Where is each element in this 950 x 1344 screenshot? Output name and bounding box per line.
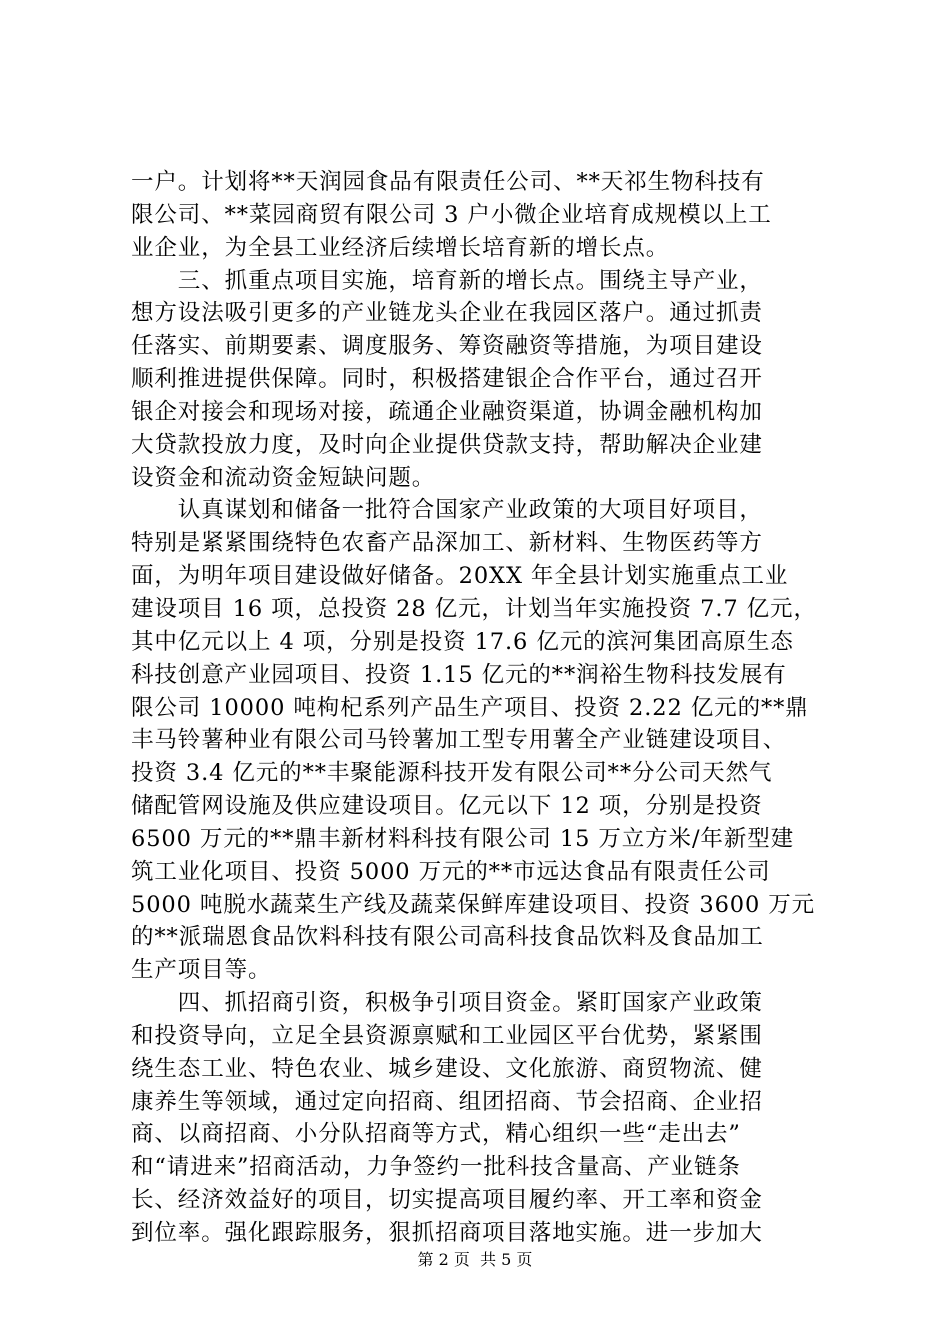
text-line: 面，为明年项目建设做好储备。20XX 年全县计划实施重点工业 (131, 563, 789, 590)
text-line: 银企对接会和现场对接，疏通企业融资渠道，协调金融机构加 (131, 398, 763, 425)
text-line: 长、经济效益好的项目，切实提高项目履约率、开工率和资金 (131, 1187, 763, 1214)
text-line: 生产项目等。 (131, 957, 272, 984)
text-line: 筑工业化项目、投资 5000 万元的**市远达食品有限责任公司 (131, 858, 771, 885)
text-line: 和“请进来”招商活动，力争签约一批科技含量高、产业链条 (131, 1154, 741, 1181)
text-line: 设资金和流动资金短缺问题。 (131, 464, 436, 491)
text-line: 和投资导向，立足全县资源禀赋和工业园区平台优势，紧紧围 (131, 1022, 763, 1049)
text-line: 5000 吨脱水蔬菜生产线及蔬菜保鲜库建设项目、投资 3600 万元 (131, 891, 816, 918)
page-footer: 第 2 页 共 5 页 (417, 1250, 533, 1269)
text-line: 特别是紧紧围绕特色农畜产品深加工、新材料、生物医药等方 (131, 530, 763, 557)
body-text (131, 166, 831, 1250)
text-line: 储配管网设施及供应建设项目。亿元以下 12 项，分别是投资 (131, 793, 763, 820)
text-line: 认真谋划和储备一批符合国家产业政策的大项目好项目， (131, 497, 763, 524)
text-line: 6500 万元的**鼎丰新材料科技有限公司 15 万立方米/年新型建 (131, 825, 795, 852)
text-line: 科技创意产业园项目、投资 1.15 亿元的**润裕生物科技发展有 (131, 661, 787, 688)
text-line: 三、抓重点项目实施，培育新的增长点。围绕主导产业， (131, 267, 763, 294)
text-line: 康养生等领域，通过定向招商、组团招商、节会招商、企业招 (131, 1088, 763, 1115)
text-line: 一户。计划将**天润园食品有限责任公司、**天祁生物科技有 (131, 169, 765, 195)
text-line: 投资 3.4 亿元的**丰聚能源科技开发有限公司**分公司天然气 (131, 760, 773, 787)
text-line: 商、以商招商、小分队招商等方式，精心组织一些“走出去” (131, 1121, 741, 1148)
text-line: 限公司 10000 吨枸杞系列产品生产项目、投资 2.22 亿元的**鼎 (131, 694, 809, 721)
text-line: 限公司、**菜园商贸有限公司 3 户小微企业培育成规模以上工 (131, 201, 772, 228)
text-line: 其中亿元以上 4 项，分别是投资 17.6 亿元的滨河集团高原生态 (131, 628, 794, 655)
text-line: 想方设法吸引更多的产业链龙头企业在我园区落户。通过抓责 (131, 300, 763, 327)
text-line: 顺利推进提供保障。同时，积极搭建银企合作平台，通过召开 (131, 366, 763, 393)
text-line: 建设项目 16 项，总投资 28 亿元，计划当年实施投资 7.7 亿元， (131, 595, 817, 622)
text-line: 业企业，为全县工业经济后续增长培育新的增长点。 (131, 234, 670, 261)
text-line: 绕生态工业、特色农业、城乡建设、文化旅游、商贸物流、健 (131, 1055, 763, 1082)
text-line: 的**派瑞恩食品饮料科技有限公司高科技食品饮料及食品加工 (131, 924, 764, 951)
text-line: 到位率。强化跟踪服务，狠抓招商项目落地实施。进一步加大 (131, 1220, 763, 1246)
text-line: 丰马铃薯种业有限公司马铃薯加工型专用薯全产业链建设项目、 (131, 727, 787, 754)
text-line: 大贷款投放力度，及时向企业提供贷款支持，帮助解决企业建 (131, 431, 763, 458)
text-line: 任落实、前期要素、调度服务、筹资融资等措施，为项目建设 (131, 333, 763, 360)
text-line: 四、抓招商引资，积极争引项目资金。紧盯国家产业政策 (131, 990, 763, 1017)
